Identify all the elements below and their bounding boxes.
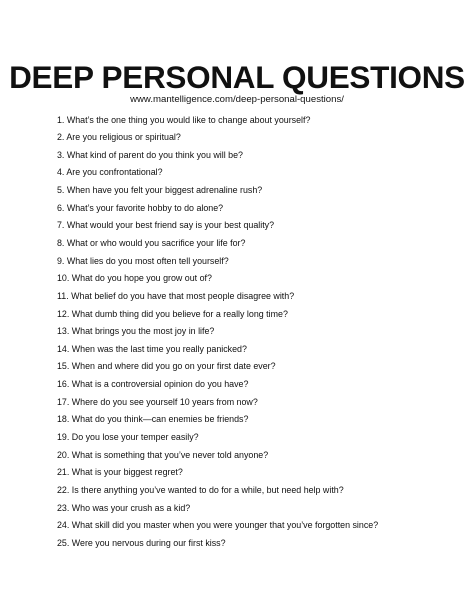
question-item: 15. When and where did you go on your first date ever? bbox=[57, 361, 276, 372]
question-item: 4. Are you confrontational? bbox=[57, 167, 163, 178]
question-item: 21. What is your biggest regret? bbox=[57, 467, 183, 478]
question-item: 12. What dumb thing did you believe for a really long time? bbox=[57, 308, 288, 319]
question-item: 8. What or who would you sacrifice your life for? bbox=[57, 237, 246, 248]
question-item: 16. What is a controversial opinion do you have? bbox=[57, 379, 249, 390]
question-item: 5. When have you felt your biggest adrenaline rush? bbox=[57, 185, 263, 196]
question-item: 24. What skill did you master when you were younger that you’ve forgotten since? bbox=[57, 520, 379, 531]
question-item: 22. Is there anything you’ve wanted to do for a while, but need help with? bbox=[57, 484, 344, 495]
question-item: 1. What’s the one thing you would like to change about yourself? bbox=[57, 114, 311, 125]
question-item: 19. Do you lose your temper easily? bbox=[57, 432, 199, 443]
question-item: 23. Who was your crush as a kid? bbox=[57, 502, 191, 513]
question-item: 11. What belief do you have that most people disagree with? bbox=[57, 290, 295, 301]
question-item: 14. When was the last time you really panicked? bbox=[57, 343, 247, 354]
question-item: 10. What do you hope you grow out of? bbox=[57, 273, 212, 284]
question-item: 25. Were you nervous during our first kiss? bbox=[57, 537, 226, 548]
question-item: 13. What brings you the most joy in life? bbox=[57, 326, 215, 337]
question-list bbox=[57, 112, 378, 553]
question-item: 3. What kind of parent do you think you will be? bbox=[57, 149, 243, 160]
question-item: 18. What do you think—can enemies be friends? bbox=[57, 414, 249, 425]
question-item: 9. What lies do you most often tell yourself? bbox=[57, 255, 229, 266]
question-item: 17. Where do you see yourself 10 years from now? bbox=[57, 396, 258, 407]
question-item: 20. What is something that you’ve never told anyone? bbox=[57, 449, 269, 460]
question-item: 6. What’s your favorite hobby to do alone? bbox=[57, 202, 224, 213]
question-item: 7. What would your best friend say is your best quality? bbox=[57, 220, 275, 231]
page-title: DEEP PERSONAL QUESTIONS bbox=[9, 59, 465, 95]
source-url: www.mantelligence.com/deep-personal-questions/ bbox=[130, 94, 344, 105]
question-item: 2. Are you religious or spiritual? bbox=[57, 132, 181, 143]
